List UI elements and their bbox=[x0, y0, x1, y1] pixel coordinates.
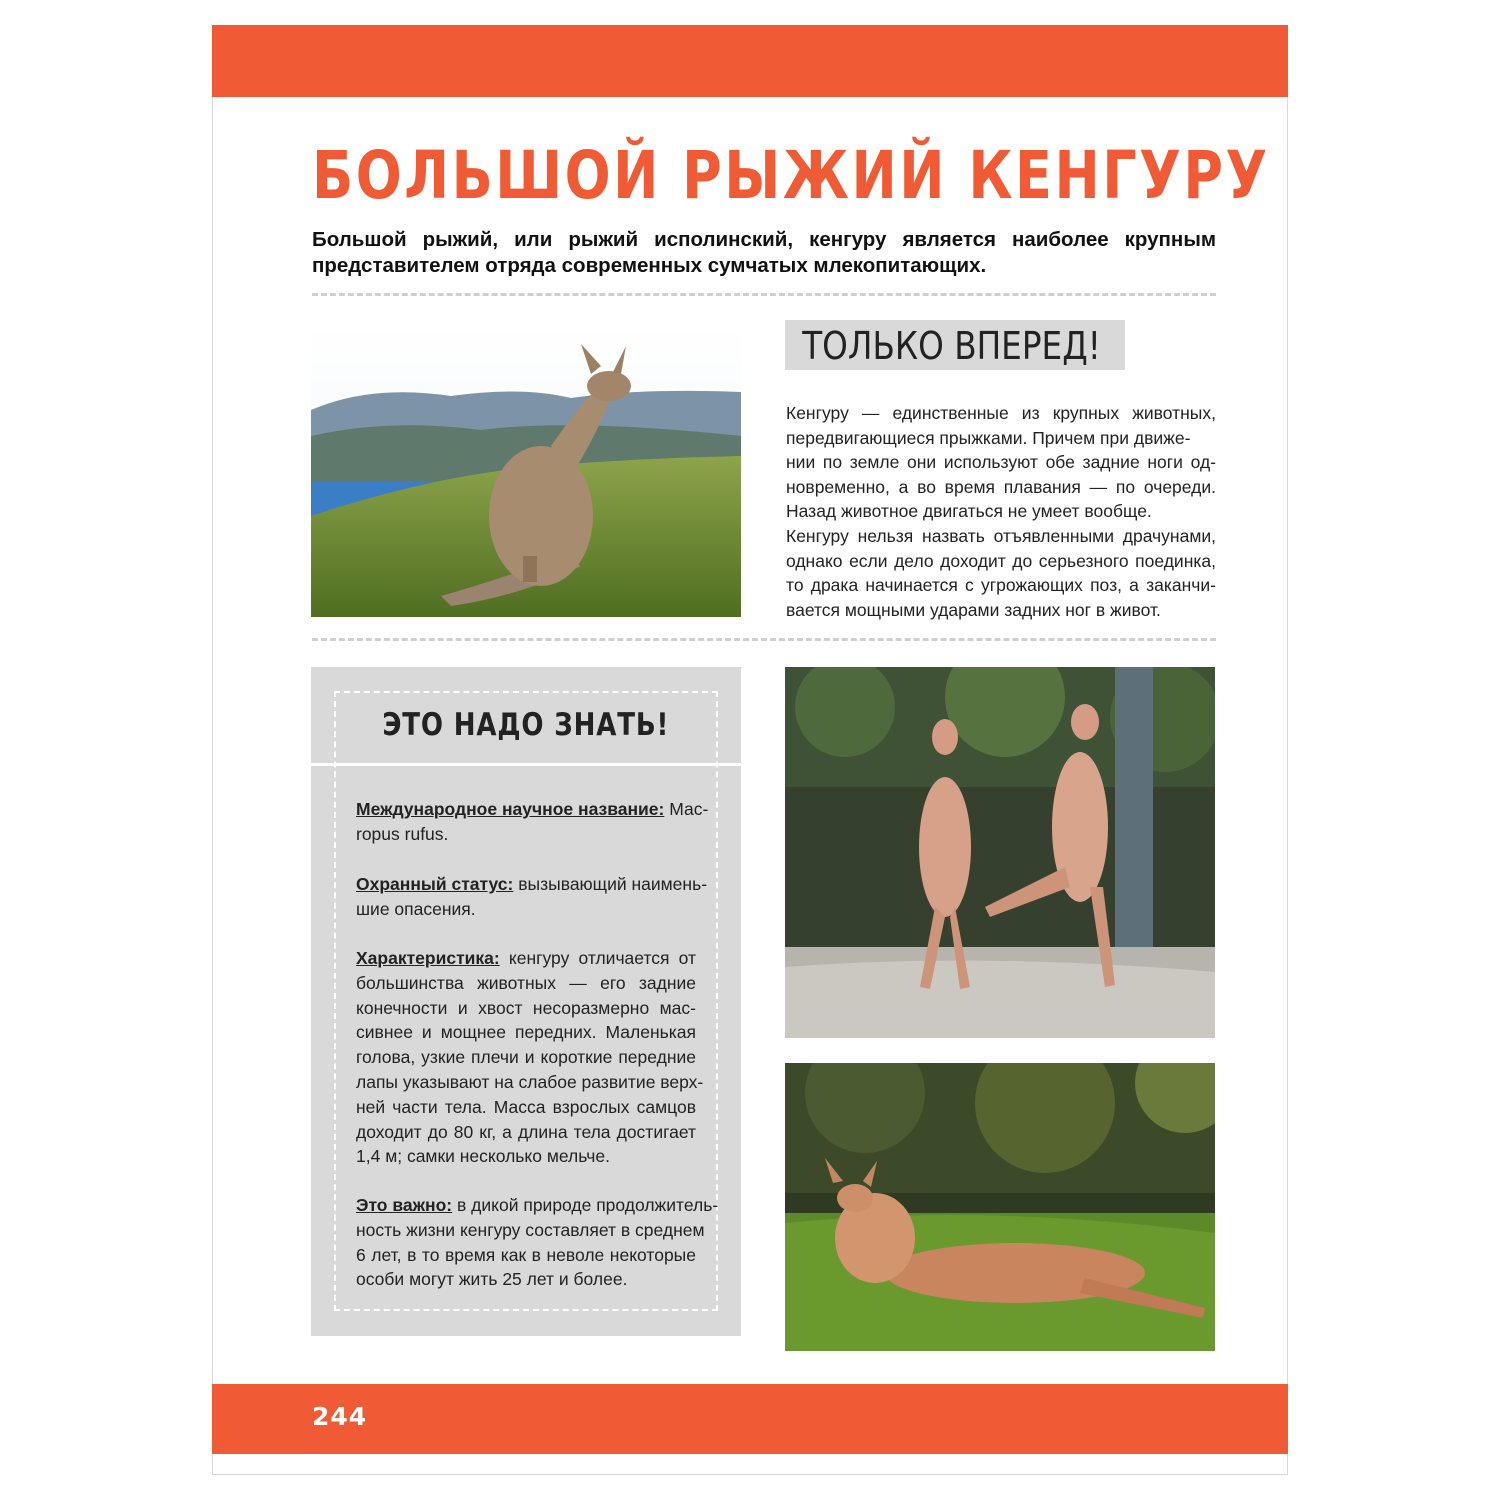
fact-label: Это важно: bbox=[356, 1195, 453, 1215]
fact-important bbox=[356, 1193, 719, 1292]
fact-text: лапы указывают на слабое развитие верх- bbox=[356, 1071, 704, 1092]
fact-text: 1,4 м; самки несколько мельче. bbox=[356, 1146, 610, 1167]
fact-text: шие опасения. bbox=[356, 898, 476, 919]
body-line: то драка начинается с угрожающих поз, а заканчи- bbox=[786, 575, 1216, 596]
lead-paragraph bbox=[312, 227, 1216, 279]
fact-text: голова, узкие плечи и короткие передние bbox=[356, 1047, 696, 1068]
fact-text: сивнее и мощнее передних. Маленькая bbox=[356, 1022, 696, 1043]
page-number: 244 bbox=[312, 1402, 368, 1431]
kangaroo-standing-photo bbox=[311, 326, 741, 617]
info-box bbox=[311, 667, 741, 1336]
body-line: вается мощными ударами задних ног в живот. bbox=[786, 599, 1161, 620]
body-line: передвигающиеся прыжками. Причем при движе- bbox=[786, 427, 1191, 448]
kangaroos-fighting-photo bbox=[785, 667, 1215, 1038]
kangaroo-lying-photo bbox=[785, 1063, 1215, 1351]
fact-scientific-name bbox=[356, 797, 709, 847]
fact-text: в дикой природе продолжитель- bbox=[452, 1195, 719, 1215]
fact-text: особи могут жить 25 лет и более. bbox=[356, 1269, 628, 1290]
fact-text: конечности и хвост несоразмерно мас- bbox=[356, 997, 696, 1018]
dashed-divider bbox=[312, 293, 1216, 296]
fact-text: большинства животных — его задние bbox=[356, 972, 696, 993]
fact-characteristics bbox=[356, 946, 704, 1169]
body-line: однако если дело доходит до серьезного поединка, bbox=[786, 550, 1216, 571]
fact-conservation-status bbox=[356, 872, 708, 922]
body-line: Кенгуру — единственные из крупных животных, bbox=[786, 403, 1216, 423]
fact-text: ность жизни кенгуру составляет в среднем bbox=[356, 1219, 705, 1240]
fact-text: доходит до 80 кг, а длина тела достигает bbox=[356, 1121, 696, 1142]
body-line: Назад животное двигаться не умеет вообще. bbox=[786, 501, 1152, 522]
info-box-title bbox=[311, 707, 741, 743]
section-heading bbox=[785, 320, 1125, 370]
fact-text: Мас- bbox=[664, 799, 709, 819]
top-color-band bbox=[212, 25, 1288, 97]
fact-text: ropus rufus. bbox=[356, 823, 449, 844]
fact-label: Характеристика: bbox=[356, 948, 500, 968]
page-title: БОЛЬШОЙ РЫЖИЙ КЕНГУРУ bbox=[312, 137, 1270, 214]
fact-text: вызывающий наимень- bbox=[513, 874, 708, 894]
fact-text: ней части тела. Масса взрослых самцов bbox=[356, 1096, 696, 1117]
dashed-divider bbox=[312, 638, 1216, 641]
info-box-title-text: ЭТО НАДО ЗНАТЬ! bbox=[382, 707, 670, 743]
bottom-color-band bbox=[212, 1384, 1288, 1454]
fact-label: Охранный статус: bbox=[356, 874, 514, 894]
fact-label: Международное научное название: bbox=[356, 799, 665, 819]
section-heading-text: ТОЛЬКО ВПЕРЕД! bbox=[802, 324, 1101, 368]
lead-line: Большой рыжий, или рыжий исполинский, кенгуру является наиболее крупным bbox=[312, 228, 1216, 251]
section-body-text bbox=[786, 401, 1216, 622]
body-line: нии по земле они используют обе задние ноги од- bbox=[786, 452, 1216, 473]
lead-line: представителем отряда современных сумчатых млекопитающих. bbox=[312, 254, 987, 277]
fact-text: кенгуру отличается от bbox=[499, 948, 696, 968]
info-title-separator bbox=[311, 763, 741, 766]
body-line: новременно, а во время плавания — по очереди. bbox=[786, 476, 1216, 497]
fact-text: 6 лет, в то время как в неволе некоторые bbox=[356, 1244, 696, 1265]
body-line: Кенгуру нельзя назвать отъявленными драчунами, bbox=[786, 525, 1216, 546]
